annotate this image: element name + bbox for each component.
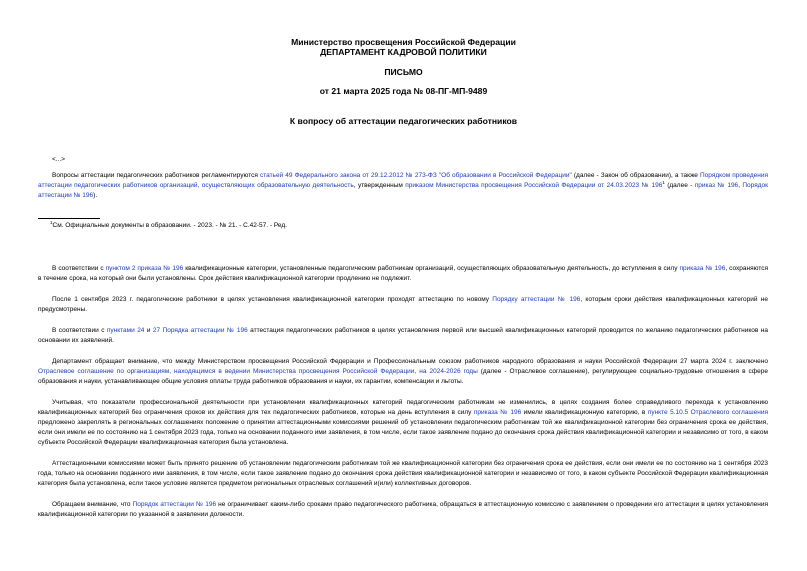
link-attestation-procedure[interactable]: Порядком проведения аттестации педагогических работников организаций, осуществляющих образовательную деятельность	[38, 172, 768, 190]
paragraph-8: Обращаем внимание, что Порядок аттестации № 196 не ограничивает каким-либо сроками право педагогического работника, обращаться в аттестационную комиссию с заявлением о проведении его аттестации в целях установления квалификационной категории по указанной в заявлении должности.	[38, 501, 768, 519]
paragraph-3: После 1 сентября 2023 г. педагогические работники в целях установления квалификационной категории проходят аттестацию по новому Порядку аттестации № 196, которым сроки действия квалификационных категорий не предусмотрены.	[38, 296, 768, 314]
link-procedure-196-final[interactable]: Порядок аттестации № 196	[132, 501, 217, 508]
link-procedure-196[interactable]: Порядок аттестации № 196	[38, 182, 768, 200]
link-clause-27-procedure-196[interactable]: 27 Порядка аттестации № 196	[152, 327, 248, 334]
footnote: $^1$См. Официальные документы в образовании. - 2023. - № 21. - С.42-57. - Ред.	[50, 219, 287, 229]
omission-marker: <...>	[52, 156, 66, 163]
footnote-divider	[38, 218, 100, 219]
ministry-name: Министерство просвещения Российской Федерации	[291, 37, 516, 47]
document-subject: К вопросу об аттестации педагогических работников	[289, 116, 518, 126]
paragraph-5: Департамент обращает внимание, что между Министерством просвещения Российской Федерации и Профессиональным союзом работников народного образования и науки Российской Федерации 27 марта 2024 г. заключено Отраслевое соглашение по организациям, находящимся в ведении Министерства просвещения Российской Федерации, на 2024-2026 годы (далее - Отраслевое соглашение), регулирующее социально-трудовые отношения в сфере образования и науки, устанавливающее общие условия оплаты труда работников образования и науки, их гарантии, компенсации и льготы.	[38, 358, 768, 386]
paragraph-4: В соответствии с пунктами 24 и 27 Порядка аттестации № 196 аттестация педагогических работников в целях установления первой или высшей квалификационных категорий проводится по желанию педагогических работников на основании их заявлений.	[38, 327, 768, 345]
link-order-196[interactable]: приказом Министерства просвещения Российской Федерации от 24.03.2023 № 196	[405, 182, 663, 190]
link-clause-2-order-196[interactable]: пунктом 2 приказа № 196	[105, 265, 184, 272]
link-procedure-196-new[interactable]: Порядку аттестации № 196	[492, 296, 581, 303]
link-law-article-49[interactable]: статьей 49 Федерального закона от 29.12.2012 № 273-ФЗ "Об образовании в Российской Федерации"	[259, 172, 572, 179]
paragraph-7: Аттестационными комиссиями может быть принято решение об установлении педагогическим работникам той же квалификационной категории без ограничения срока ее действия, если они имели ее по состоянию на 1 сентября 2023 года, только на основании поданного ими заявления, в том числе, если такое заявление подано до окончания срока действия квалификационной категории и независимо от того, в каком субъекте Российской Федерации квалификационная категория была установлена, если такое условие является предметом региональных отраслевых соглашений и(или) коллективных договоров.	[38, 460, 768, 488]
paragraph-2: В соответствии с пунктом 2 приказа № 196 квалификационные категории, установленные педагогическим работникам организаций, осуществляющих образовательную деятельность, до вступления в силу приказа № 196, сохраняются в течение срока, на который они были установлены. Срок действия квалификационной категории продлению не подлежит.	[38, 265, 768, 283]
department-name: ДЕПАРТАМЕНТ КАДРОВОЙ ПОЛИТИКИ	[320, 47, 487, 57]
link-order-196-entry[interactable]: приказа № 196	[679, 265, 726, 272]
link-sectoral-agreement[interactable]: Отраслевое соглашение по организациям, находящимся в ведении Министерства просвещения Российской Федерации, на 2024-2026 годы	[38, 368, 478, 376]
link-clause-5-10-5-agreement[interactable]: пункте 5.10.5 Отраслевого соглашения	[647, 409, 768, 417]
paragraph-1: Вопросы аттестации педагогических работников регламентируются статьей 49 Федерального закона от 29.12.2012 № 273-ФЗ "Об образовании в Российской Федерации" (далее - Закон об образовании), а также Порядком проведения аттестации педагогических работников организаций, осуществляющих образовательную деятельность, утвержденным приказом Министерства просвещения Российской Федерации от 24.03.2023 № $196^1$ (далее - приказ № 196, Порядок аттестации № 196).	[38, 172, 768, 200]
link-order-196-p6[interactable]: приказа № 196	[473, 409, 522, 417]
paragraph-6: Учитывая, что показатели профессиональной деятельности при установлении квалификационных категорий педагогическим работникам не изменились, в целях создания более справедливого перехода к установлению квалификационных категорий без ограничения сроков их действия для тех педагогических работников, которые на день вступления в силу приказа № 196 имели квалификационную категорию, в пункте 5.10.5 Отраслевого соглашения предложено закреплять в региональных соглашениях положение о принятии аттестационными комиссиями решений об установлении педагогическим работникам той же квалификационной категории без ограничения срока ее действия, если они имели ее по состоянию на 1 сентября 2023 года, только на основании поданного ими заявления, в том числе, если такое заявление подано до окончания срока действия квалификационной категории и независимо от того, в каком субъекте Российской Федерации квалификационная категория была установлена.	[38, 399, 768, 447]
document-date-number: от 21 марта 2025 года № 08-ПГ-МП-9489	[319, 86, 488, 96]
document-type: ПИСЬМО	[384, 67, 423, 77]
link-clause-24[interactable]: пунктами 24	[106, 327, 145, 334]
footnote-marker[interactable]: 1	[662, 179, 665, 185]
link-order-196-short[interactable]: приказ № 196	[694, 182, 739, 190]
